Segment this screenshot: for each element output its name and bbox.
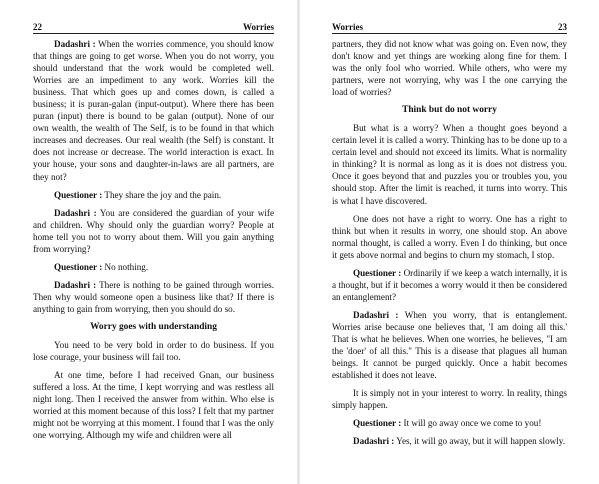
paragraph-text: No nothing.: [104, 261, 149, 272]
paragraph-text: You are considered the guardian of your wife and children. Why should only the guardian worry? People at home tell you not to worry about them. Will you gain anything from worrying?: [33, 207, 274, 254]
paragraph-text: When you worry, that is entanglement. Worries arise because one believes that, 'I am doing all this.' That is what he believes. When one worries, he believes, "I am the 'doer' of all this." This is a disease that plagues all human beings. It cannot be purged quickly. Once a habit becomes established it does not leave.: [332, 309, 567, 381]
paragraph-text: One does not have a right to worry. One has a right to think but when it results in worry, one should stop. An above normal thought, is called a worry. Even I do thinking, but once it gets above normal and begins to churn my stomach, I stop.: [332, 213, 567, 260]
speaker-label: Dadashri :: [353, 309, 399, 320]
paragraph: [33, 261, 274, 273]
paragraph: [33, 38, 274, 183]
running-head: Worries: [243, 22, 274, 32]
paragraph-text: When the worries commence, you should know that things are going to get worse. When you do not worry, you should understand that the work would be completed well. Worries are an impediment to any work. Worries kill the business. That which goes up and comes down, is called a business; it is puran-galan (input-output). Where there has been puran (input) there is bound to be galan (output). None of our own wealth, the wealth of The Self, is to be found in that which increases and decreases. Our real wealth (the Self) is constant. It does not increase or decrease. The world interaction is exact. In your house, your sons and daughter-in-laws are all partners, are they not?: [33, 39, 275, 182]
paragraph-text: There is nothing to be gained through worries. Then why would someone open a business like that? If there is anything to gain from worrying, then you should do so.: [33, 279, 275, 314]
paragraph: [33, 207, 274, 255]
paragraph: [332, 387, 567, 411]
paragraph: [33, 189, 274, 201]
right-page: [299, 0, 599, 484]
paragraph-text: Yes, it will go away, but it will happen slowly.: [396, 436, 566, 447]
speaker-label: Dadashri :: [54, 207, 97, 218]
paragraph-text: But what is a worry? When a thought goes beyond a certain level it is called a worry. Thinking has to be done up to a certain level and should not exceed its limits. What is normality in thinking? It is normal as long as it is does not distress you. Once it goes beyond that and puzzles you or troubles you, you should stop. After the limit is reached, it turns into worry. This is what I have discovered.: [332, 123, 567, 206]
page-header: [332, 0, 567, 34]
speaker-label: Dadashri :: [54, 39, 96, 49]
paragraph: [33, 279, 274, 315]
speaker-label: Questioner :: [54, 189, 103, 200]
paragraph: [33, 339, 274, 363]
paragraph: [332, 309, 567, 381]
paragraph-text: It is simply not in your interest to worry. In reality, things simply happen.: [332, 388, 567, 411]
speaker-label: Questioner :: [353, 267, 402, 278]
paragraph-text: It will go away once we come to you!: [403, 418, 542, 429]
paragraph: [332, 122, 567, 206]
left-page: [0, 0, 299, 484]
page-number: 22: [33, 22, 42, 32]
paragraph-text: They share the joy and the pain.: [104, 189, 222, 200]
speaker-label: Questioner :: [353, 418, 402, 429]
paragraph: [33, 369, 274, 441]
paragraph-text: Ordinarily if we keep a watch internally, it is a thought, but if it becomes a worry would it then be considered an entanglement?: [332, 267, 567, 302]
paragraph-text: At one time, before I had received Gnan, our business suffered a loss. At the time, I kept worrying and was restless all night long. Then I received the answer from within. Who else is worried at this moment because of this loss? I felt that my partner might not be worrying at this moment. I found that I was the only one worrying. Although my wife and children were all: [33, 370, 274, 441]
page-number: 23: [558, 22, 567, 32]
page-header: [33, 0, 274, 34]
page-body: [332, 38, 567, 447]
running-head: Worries: [332, 22, 363, 32]
paragraph-text: You need to be very bold in order to do business. If you lose courage, your business will fail too.: [33, 339, 274, 363]
paragraph: [332, 435, 567, 447]
speaker-label: Dadashri :: [353, 436, 395, 447]
paragraph: [332, 38, 567, 98]
section-heading: Worry goes with understanding: [90, 321, 217, 332]
page-body: [33, 38, 274, 441]
paragraph: [332, 267, 567, 303]
section-heading: Think but do not worry: [402, 105, 497, 116]
paragraph: [332, 213, 567, 261]
speaker-label: Dadashri :: [54, 279, 97, 290]
paragraph: [332, 417, 567, 429]
speaker-label: Questioner :: [54, 261, 103, 272]
paragraph-text: partners, they did not know what was going on. Even now, they don't know and yet things are working along fine for them. I was the only fool who worried. While others, who were my partners, were not worrying, why was I the one carrying the load of worries?: [332, 39, 567, 98]
